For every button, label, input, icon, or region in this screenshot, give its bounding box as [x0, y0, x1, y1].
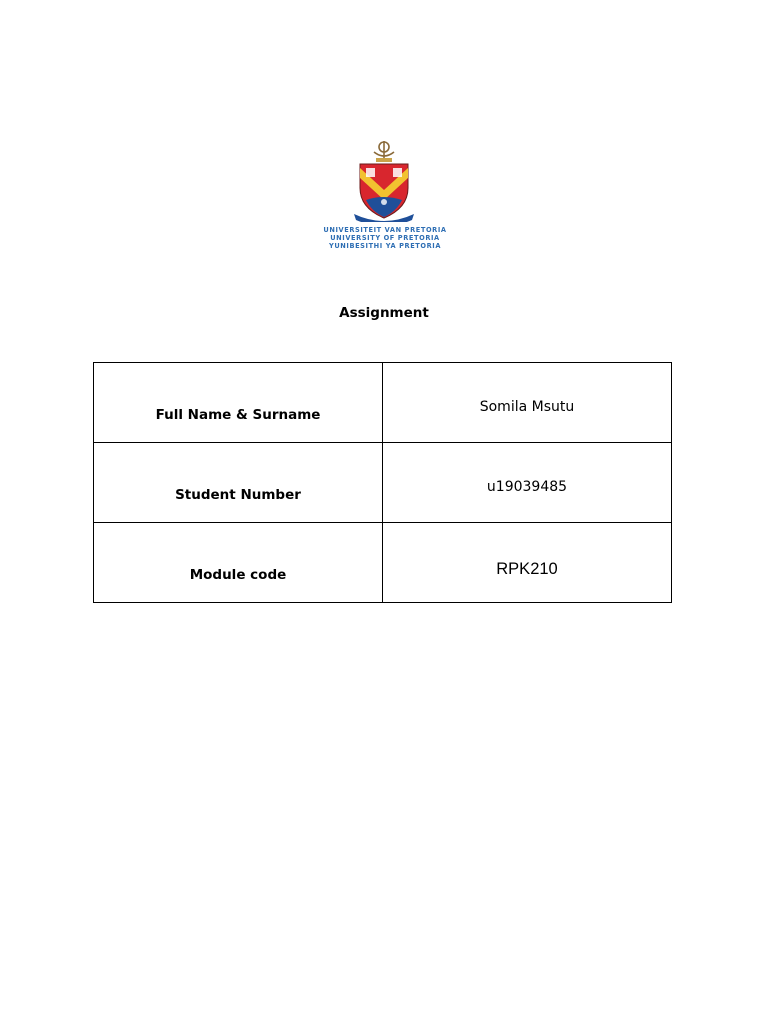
university-logo [316, 92, 454, 262]
table-row [94, 363, 672, 443]
student-info-table [93, 362, 672, 603]
module-code-label: Module code [189, 567, 287, 583]
student-number-value: u19039485 [486, 479, 568, 495]
table-cell-label [94, 523, 383, 603]
table-cell-label [94, 443, 383, 523]
university-crest-icon [352, 138, 416, 222]
table-row [94, 523, 672, 603]
logo-text-sepedi: YUNIBESITHI YA PRETORIA [328, 242, 442, 250]
document-title: Assignment [339, 305, 429, 321]
table-cell-label [94, 363, 383, 443]
logo-text-afrikaans: UNIVERSITEIT VAN PRETORIA [323, 226, 447, 234]
logo-text-english: UNIVERSITY OF PRETORIA [330, 234, 440, 242]
student-number-label: Student Number [175, 487, 301, 503]
module-code-value: RPK210 [496, 560, 558, 578]
table-cell-value [383, 523, 672, 603]
table-cell-value [383, 363, 672, 443]
full-name-value: Somila Msutu [479, 399, 575, 415]
table-row [94, 443, 672, 523]
full-name-label: Full Name & Surname [155, 407, 321, 423]
table-cell-value [383, 443, 672, 523]
